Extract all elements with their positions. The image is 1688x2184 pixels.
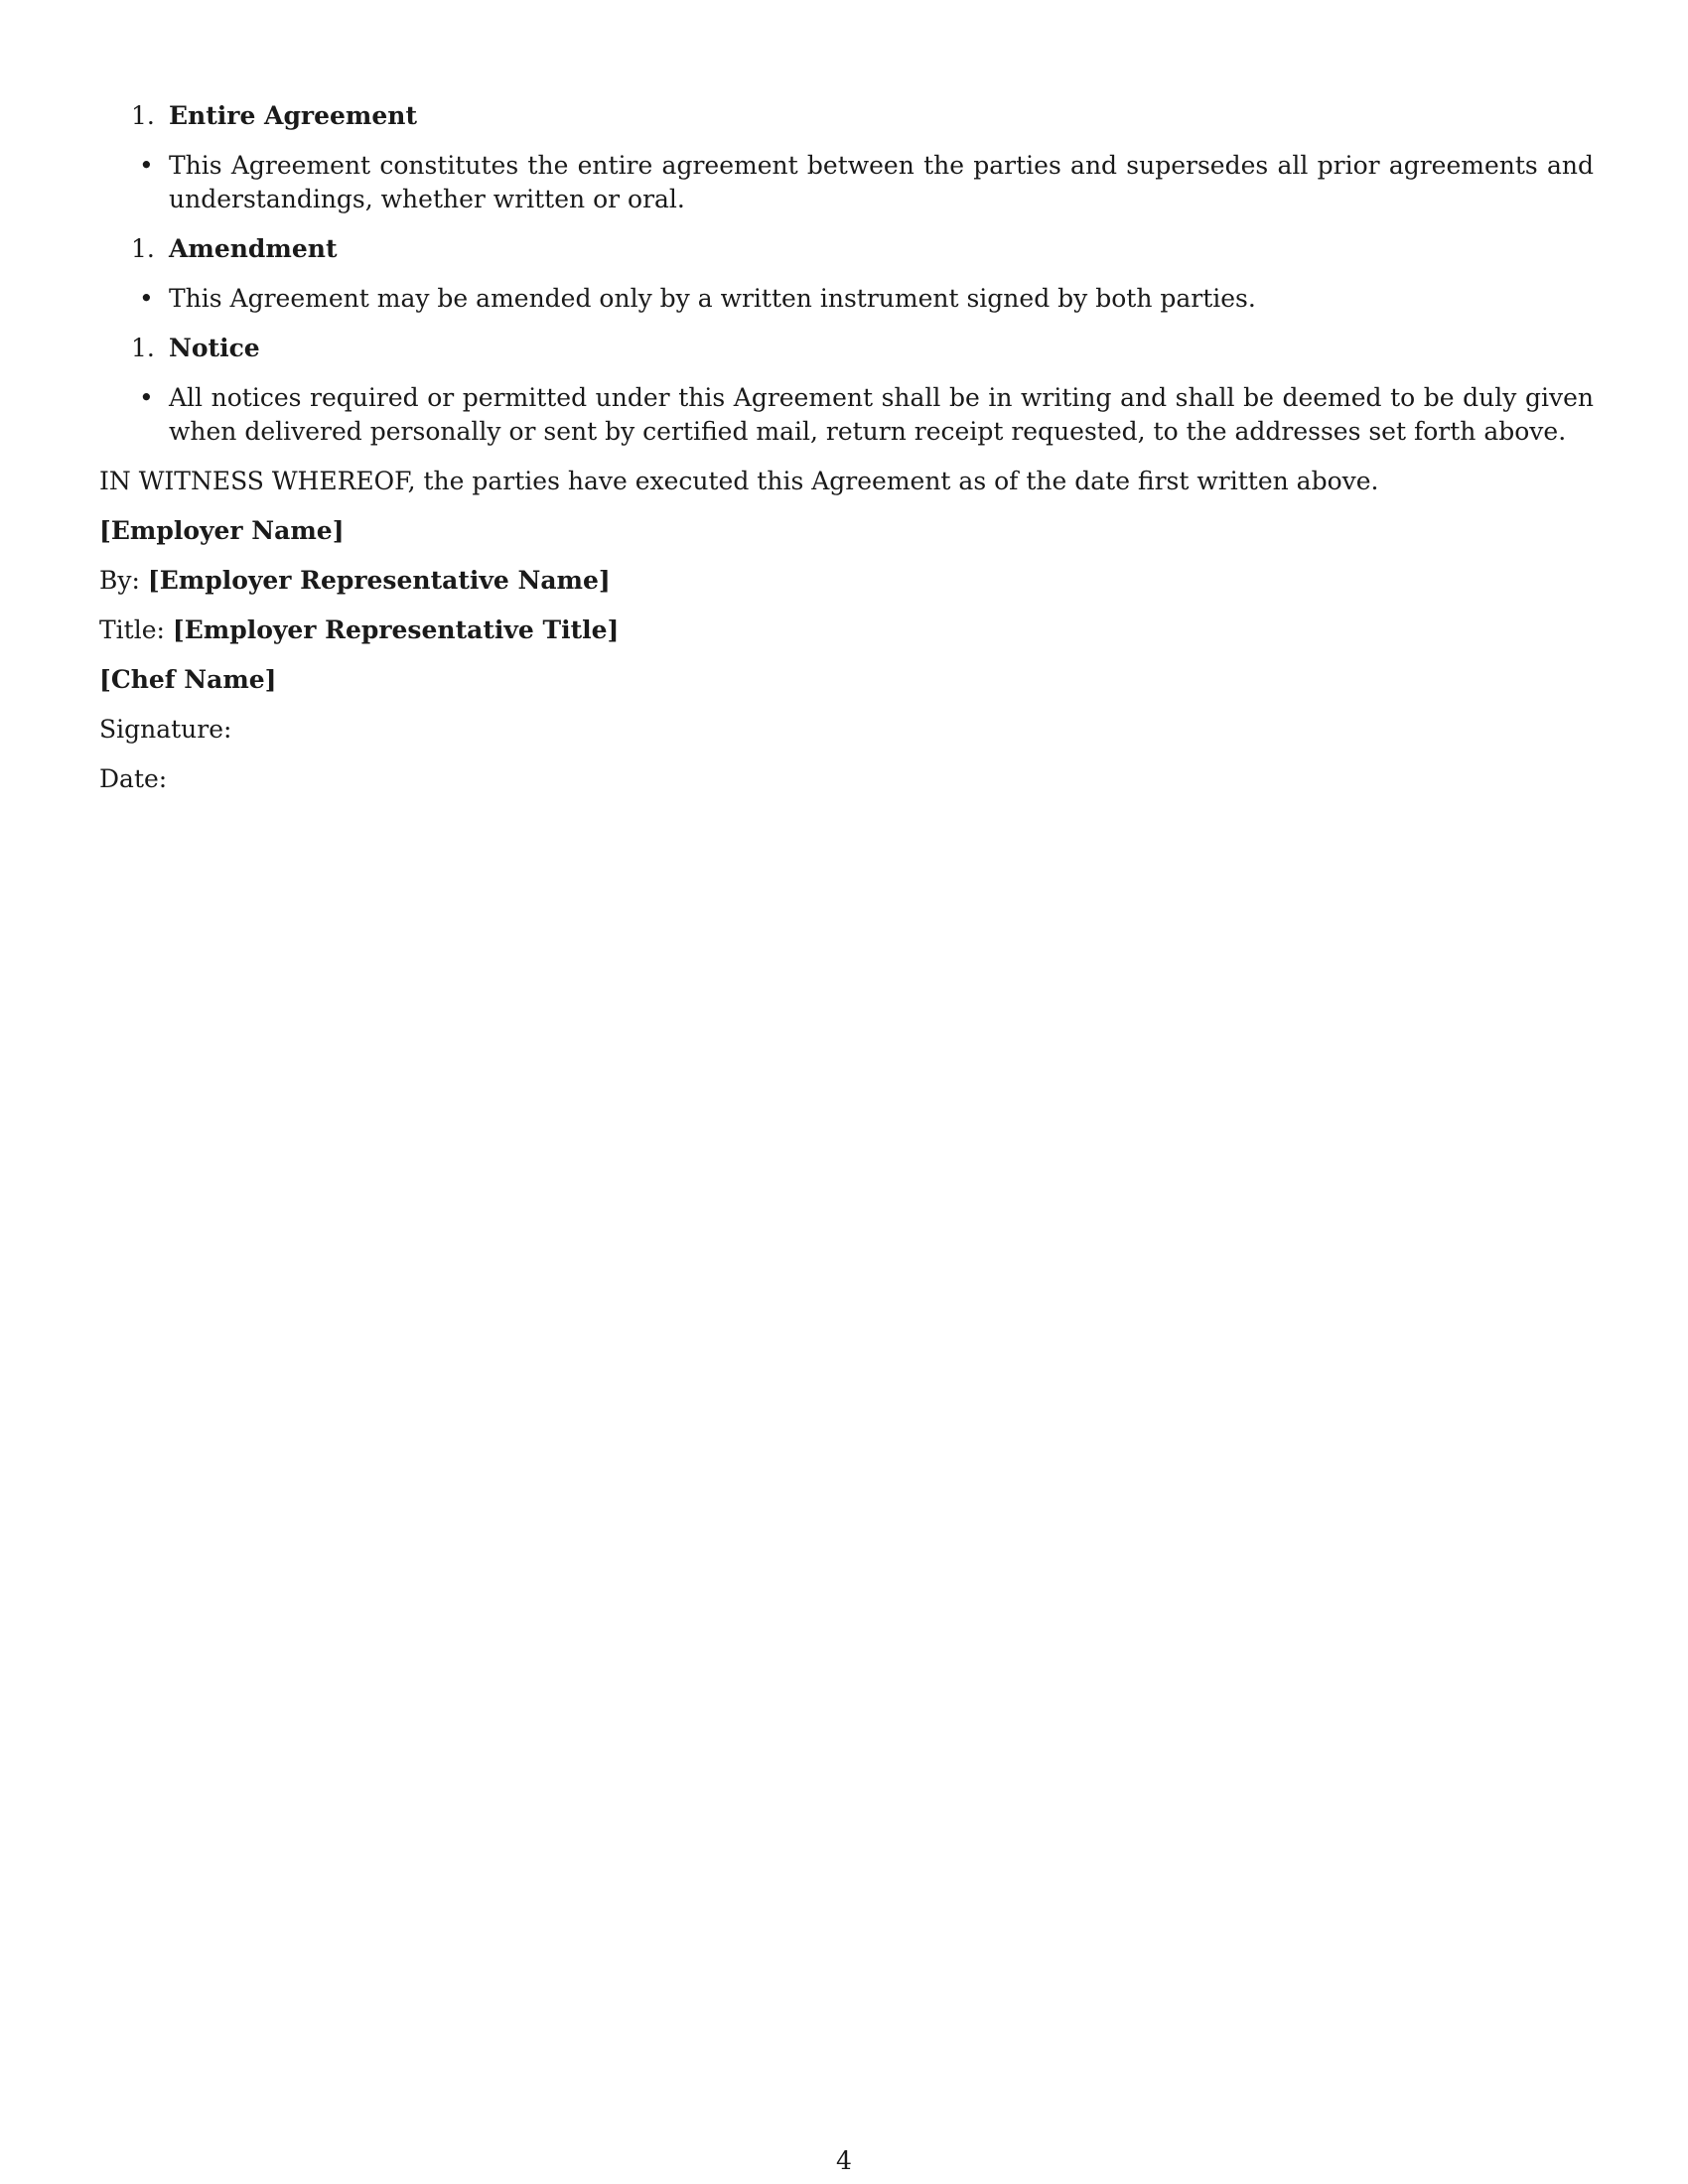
by-label: By: (99, 566, 140, 595)
section-bullet-amendment (99, 282, 1594, 316)
employer-rep-name: [Employer Representative Name] (147, 566, 611, 595)
section-number: 1. (131, 234, 155, 263)
section-heading-entire-agreement (99, 99, 1594, 133)
page-number: 4 (836, 2146, 852, 2175)
employer-rep-line (99, 564, 1594, 598)
section-heading-notice (99, 332, 1594, 365)
section-bullet-notice (99, 381, 1594, 449)
date-label: Date: (99, 764, 168, 793)
section-number: 1. (131, 101, 155, 130)
employer-name: [Employer Name] (99, 516, 345, 545)
bullet-icon: • (139, 284, 154, 313)
section-title: Notice (169, 334, 260, 362)
bullet-text: This Agreement may be amended only by a written instrument signed by both parties. (169, 284, 1256, 313)
employer-rep-title: [Employer Representative Title] (172, 615, 620, 644)
witness-clause: IN WITNESS WHEREOF, the parties have executed this Agreement as of the date first written above. (99, 467, 1379, 495)
title-label: Title: (99, 615, 165, 644)
chef-name: [Chef Name] (99, 665, 277, 694)
bullet-text: This Agreement constitutes the entire agreement between the parties and supersedes all prior agreements and understandings, whether written or oral. (169, 151, 1594, 213)
signature-label: Signature: (99, 715, 232, 744)
bullet-text: All notices required or permitted under this Agreement shall be in writing and shall be deemed to be duly given when delivered personally or sent by certified mail, return receipt requested, to the addresses set forth above. (169, 383, 1594, 446)
employer-title-line (99, 614, 1594, 647)
bullet-icon: • (139, 383, 154, 412)
section-title: Amendment (169, 234, 338, 263)
section-bullet-entire-agreement (99, 149, 1594, 216)
section-title: Entire Agreement (169, 101, 417, 130)
section-heading-amendment (99, 232, 1594, 266)
section-number: 1. (131, 334, 155, 362)
bullet-icon: • (139, 151, 154, 180)
document-page (99, 99, 1594, 812)
